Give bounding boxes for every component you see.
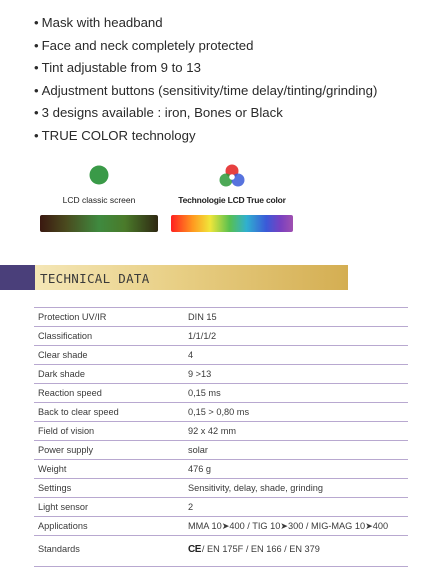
row-label: Light sensor [38,502,89,512]
bullet-icon: • [34,127,39,143]
table-row [34,479,408,498]
row-label: Power supply [38,445,94,455]
row-value: Sensitivity, delay, shade, grinding [188,483,323,493]
table-row [34,536,408,563]
green-dot-icon [87,163,111,187]
table-row [34,498,408,517]
row-value: solar [188,445,208,455]
feature-item [34,35,429,58]
row-value: MMA 10➤400 / TIG 10➤300 / MIG-MAG 10➤400 [188,521,389,531]
section-title: TECHNICAL DATA [40,271,150,286]
table-bottom-divider [34,566,408,567]
table-row [34,308,408,327]
row-value: 0,15 ms [188,388,221,398]
row-label: Back to clear speed [38,407,119,417]
lcd-true-color-block [171,163,293,232]
feature-item [34,80,429,103]
feature-text: Mask with headband [41,15,163,30]
feature-text: TRUE COLOR technology [41,127,196,143]
row-value: 1/1/1/2 [188,331,217,341]
table-row [34,365,408,384]
lcd-classic-gradient-bar [40,215,158,232]
feature-text: 3 designs available : iron, Bones or Black [41,105,283,120]
bullet-icon: • [34,60,39,75]
table-row [34,517,408,536]
row-label: Standards [38,544,80,554]
feature-text: Tint adjustable from 9 to 13 [41,60,201,75]
technical-data-table [34,307,408,563]
feature-item [34,12,429,35]
row-value: 4 [188,350,194,360]
row-label: Field of vision [38,426,95,436]
row-label: Weight [38,464,67,474]
row-label: Protection UV/IR [38,312,107,322]
table-row [34,403,408,422]
row-label: Clear shade [38,350,88,360]
feature-item [34,125,429,148]
feature-text: Face and neck completely protected [41,37,254,53]
lcd-true-color-gradient-bar [171,215,293,232]
row-value: 476 g [188,464,211,474]
rgb-circles-icon [217,163,247,190]
feature-item [34,102,429,125]
row-label: Applications [38,521,88,531]
lcd-classic-label: LCD classic screen [62,195,136,205]
row-value: 2 [188,502,194,512]
row-label: Dark shade [38,369,85,379]
lcd-true-color-label: Technologie LCD True color [178,195,286,205]
row-label: Settings [38,483,72,493]
lcd-classic-block [40,163,158,232]
row-label: Reaction speed [38,388,102,398]
row-value [188,544,320,555]
row-value: DIN 15 [188,312,217,322]
feature-text: Adjustment buttons (sensitivity/time delay/tinting/grinding) [41,82,378,98]
standards-value: / EN 175F / EN 166 / EN 379 [201,544,320,554]
ce-mark-icon: CE [188,544,201,555]
row-label: Classification [38,331,93,341]
feature-list [34,12,429,147]
row-value: 0,15 > 0,80 ms [188,407,250,417]
section-header [35,265,348,290]
bullet-icon: • [34,82,39,98]
table-row [34,384,408,403]
bullet-icon: • [34,15,39,30]
bullet-icon: • [34,105,39,120]
bullet-icon: • [34,37,39,53]
row-value: 92 x 42 mm [188,426,236,436]
table-row [34,327,408,346]
table-row [34,422,408,441]
feature-item [34,57,429,80]
table-row [34,346,408,365]
row-value: 9 >13 [188,369,212,379]
table-row [34,441,408,460]
section-accent-block [0,265,35,290]
table-row [34,460,408,479]
